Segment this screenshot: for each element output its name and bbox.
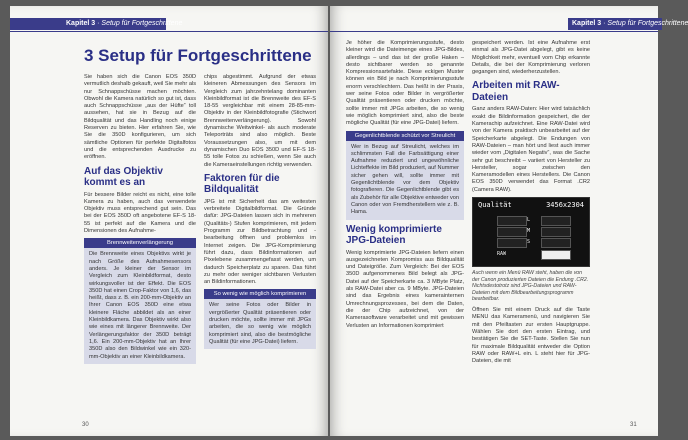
body-paragraph: Je höher die Komprimierungsstufe, desto kleiner wird die Dateimenge eines JPG-Bildes, allerdings – und das ist der große Haken – desto sichtbarer werden so genannte Kompressionsartefakte. Diese eckigen Muster können ein Bild je nach Komprimierungsstufe enorm verschlechtern. Das heißt in der Praxis, wer seine Fotos oder Bilder in vergrößerter Qualität präsentieren oder drucken möchte, sollte immer mit JPGs arbeiten, die so wenig wie möglich komprimiert sind, also die beste mögliche Qualität (für eine JPG-Datei) liefern.	[346, 40, 464, 127]
page-number: 31	[630, 422, 637, 428]
lcd-row	[479, 250, 583, 258]
info-box-text: Die Brennweite eines Objektivs wirkt je nach Größe des Aufnahmesensors anders. Je kleiner der Sensor im Vergleich zum Kleinbildformat, desto wirkungsvoller ist der Effekt. Die EOS 350D hat einen Crop-Faktor von 1,6, das heißt, dass z. B. ein 200-mm-Objektiv an Ihrer Canon EOS 350D eine etwa kleinere Fläche abbildet als an einer Kleinbildkamera. Das Objektiv wirkt also wie eines mit längerer Brennweite. Der Verlängerungsfaktor der 350D beträgt 1,6. Ein 200-mm-Objektiv hat an Ihrer 350D also den Bildwinkel wie ein 320-mm-Objektiv an einer Kleinbildkamera.	[89, 251, 191, 360]
lcd-cell	[497, 238, 527, 248]
lcd-row-label: L	[527, 217, 531, 224]
right-column-2	[472, 40, 590, 368]
lcd-row-label: RAW	[497, 251, 507, 258]
info-box-gegenlicht	[346, 131, 464, 220]
camera-lcd-screenshot	[472, 197, 590, 267]
info-box-text: Wer in Bezug auf Streulicht, welches im schlimmsten Fall die Farbsättigung einer Aufnahme reduziert und ungewöhnliche Lichteffekte im Bild produziert, auf Nummer sicher gehen will, sollte immer mit Gegenlichtblende vor dem Objektiv fotografieren. Die Gegenlichtblende gibt es als Zubehör für alle Objektive entweder von Canon oder von Fremdherstellern wie z. B. Hama.	[351, 143, 459, 216]
info-box-title: Gegenlichtblende schützt vor Streulicht	[346, 131, 464, 141]
right-page	[330, 6, 688, 436]
info-box-title: Brennweitenverlängerung	[84, 238, 196, 248]
section-heading-objektiv: Auf das Objektiv kommt es an	[84, 165, 163, 189]
section-heading-faktoren: Faktoren für die Bildqualität	[204, 172, 280, 196]
lcd-row-label: M	[527, 228, 531, 235]
body-paragraph: Für bessere Bilder reicht es nicht, eine tolle Kamera zu haben, auch das verwendete Objektiv muss entsprechend gut sein. Das bei der EOS 350D oft angebotene EF-S 18-55 ist perfekt auf die Kamera und die Dimensionen des Aufnahme-	[84, 191, 196, 235]
body-paragraph: Öffnen Sie mit einem Druck auf die Taste MENU das Kameramenü, und navigieren Sie mit den Pfeiltasten zur ersten Hauptgruppe. Wählen Sie dort den ersten Eintrag, und bestätigen Sie die SET-Taste. Stellen Sie nun für maximale Bildqualität entweder die Option RAW oder RAW+L ein. L steht hier für JPG-Dateien, die mit	[472, 307, 590, 365]
lcd-cell	[541, 216, 571, 226]
section-heading-wenig: Wenig komprimierte JPG-Dateien	[346, 223, 442, 247]
lcd-cell	[541, 238, 571, 248]
lcd-row-label: S	[527, 239, 531, 246]
lcd-quality-label: Qualität	[478, 201, 512, 210]
body-paragraph: Ganz anders RAW-Daten: Hier wird tatsächlich exakt die Bildinformation gespeichert, die der Kamerachip aufzeichnet. Eine RAW-Datei wird von der Kamera praktisch unbearbeitet auf der Speicherkarte abgelegt. Die Endungen von RAW-Dateien – man hört und liest auch immer wieder vom „Digitalen Negativ“, was die Sache sehr gut beschreibt – variiert von Hersteller zu Hersteller, sogar zwischen den Kameramodellen eines Herstellers. Die Canon EOS 350D verwendet das Format .CR2 (Camera RAW).	[472, 106, 590, 193]
lcd-resolution-label: 3456x2304	[546, 201, 584, 210]
left-column-1	[84, 74, 196, 368]
chapter-header: Kapitel 3 · Setup für Fortgeschrittene	[568, 18, 662, 30]
left-page	[10, 6, 328, 436]
body-paragraph: Wenig komprimierte JPG-Dateien liefern einen ausgezeichneten Kompromiss aus Bildqualität und Dateigröße. Zum Vergleich: Bei der EOS 350D aufgenommenes Bild belegt als JPG-Datei auf der Speicherkarte ca. 3 MByte Platz, als RAW-Datei aber ca. 9 MByte. JPG-Dateien sind das Ergebnis eines kamerainternen Umrechnungsprozesses, bei dem die Daten, die der Chip aufzeichnet, von der Kamerasoftware verarbeitet und mit gewissen Verlusten an Informationen komprimiert	[346, 249, 464, 329]
left-column-2	[204, 74, 316, 353]
lcd-cell-selected	[541, 250, 571, 260]
lcd-cell	[497, 227, 527, 237]
page-number: 30	[82, 422, 89, 428]
chapter-header: Kapitel 3 · Setup für Fortgeschrittene	[10, 18, 166, 30]
info-box-komprimieren	[204, 289, 316, 349]
lcd-cell	[541, 227, 571, 237]
chapter-title: 3 Setup für Fortgeschrittene	[84, 46, 312, 65]
figure-caption: Auch wenn ein Menü RAW steht, haben die von der Canon produzierten Dateien die Endung .CR2. Nichtsdestotrotz sind JPG-Dateien und RAW-Dateien mit dem Bildbearbeitungsprogramm bearbeitbar.	[472, 270, 589, 303]
info-box-brennweite	[84, 238, 196, 363]
right-column-1	[346, 40, 464, 333]
info-box-text: Wer seine Fotos oder Bilder in vergrößerter Qualität präsentieren oder drucken möchte, sollte immer mit JPGs arbeiten, die so wenig wie möglich komprimiert sind, also die bestmögliche Qualität (für eine JPG-Datei) liefern.	[209, 302, 311, 345]
body-paragraph: chips abgestimmt. Aufgrund der etwas kleineren Abmessungen des Sensors im Vergleich zum jahrzehntelang dominanten Kleinbildformat ist die Brennweite des EF-S 18-55 vergleichbar mit einem 28-85-mm-Objektiv in der Kleinbildfotografie (Stichwort Brennweitenverlängerung). Sowohl dynamische Weitwinkel- als auch moderate Teleporträts sind also möglich. Beste Voraussetzungen also, um mit dem dynamischen Duo EOS 350D und EF-S 18-55 tolle Fotos zu schießen, wenn Sie auch die Kameraeinstellungen richtig verwenden.	[204, 74, 316, 168]
section-heading-raw: Arbeiten mit RAW-Dateien	[472, 80, 560, 103]
lcd-cell	[497, 216, 527, 226]
body-paragraph: gespeichert werden. Ist eine Aufnahme erst einmal als JPG-Datei abgelegt, gibt es keine Möglichkeit mehr, eventuell vom Chip erkannte Details, die bei der Komprimierung verloren gegangen sind, wiederherzustellen.	[472, 40, 590, 76]
intro-paragraph: Sie haben sich die Canon EOS 350D vermutlich deshalb gekauft, weil Sie mehr als nur Schnappschüsse machen möchten. Obwohl die Kamera natürlich so gut ist, dass auch Schnappschüsse „aus der Hüfte“ toll aussehen, hat sie in Bezug auf die Bildqualität und das Handling noch einige Reserven zu bieten. Hier erfahren Sie, wie Sie die 350D konfigurieren, um sich sämtliche Optionen für perfekte Digitalfotos und die entsprechenden Ausdrucke zu eröffnen.	[84, 74, 196, 161]
header-rule	[330, 31, 658, 32]
info-box-title: So wenig wie möglich komprimieren	[204, 289, 316, 299]
body-paragraph: JPG ist mit Sicherheit das am weitesten verbreitete Digitalbildformat. Die Gründe dafür: JPG-Dateien lassen sich in mehreren (Qualitäts-) Stufen komprimieren, mit jedem Programm zur Bildbetrachtung und -bearbeitung öffnen und problemlos im Internet zeigen. Die JPG-Komprimierung führt dazu, dass Bildinformationen auf Pixelebene zusammengefasst werden, um dadurch Speicherplatz zu sparen. Das führt zu mehr oder weniger sichtbaren Verlusten an Bildinformationen.	[204, 198, 316, 286]
header-rule	[10, 31, 328, 32]
lcd-row	[479, 216, 583, 224]
lcd-row	[479, 227, 583, 235]
lcd-row	[479, 238, 583, 246]
